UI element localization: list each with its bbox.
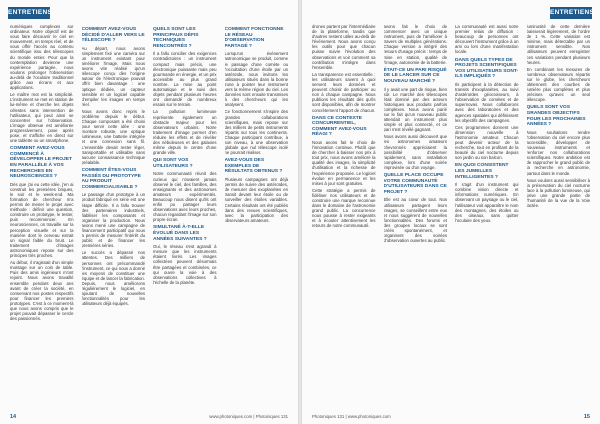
text-column (384, 24, 448, 408)
left-columns (10, 24, 288, 408)
body-paragraph: drones partent par l'intermédiaire de la plateforme, tandis que d'autres restent utiles au-delà de l'événement. Nous avons conçu les outils pour que chacun puisse suivre l'évolution des observations et voir comment sa contribution s'intègre dans l'ensemble. (312, 24, 376, 70)
footer-text: www.photoniques.com | Photoniques 131 (209, 414, 288, 419)
footer-page-number: 14 (10, 414, 17, 420)
interview-question: DANS QUELS TYPES DE PROJETS SCIENTIFIQUES VOS UTILISATEURS SONT-ILS IMPLIQUÉS ? (455, 57, 519, 80)
page-footer (312, 414, 590, 420)
body-paragraph: Le maître mot est la simplicité. L'instrument se met en station de lui-même et cherche les objets célestes sans intervention de l'utilisateur, qui peut ainsi se concentrer sur l'observation. L'image obtenue est améliorée progressivement, pose après pose, et s'affiche en direct sur une tablette ou un smartphone. (10, 92, 74, 144)
body-paragraph: La communauté est aussi notre premier relais de diffusion : beaucoup de personnes ont découvert l'instrument grâce à un ami ou lors d'une manifestation locale. (455, 24, 519, 55)
body-paragraph: Lorsqu'un événement astronomique se produit, comme le passage d'une comète ou l'occultation d'une étoile par un astéroïde, nous invitons les utilisateurs situés dans la bonne zone à pointer leur instrument vers la même région du ciel. Les données sont ensuite transmises à des chercheurs qui les analysent. (224, 51, 288, 108)
body-paragraph: Le passage d'un prototype à un produit fabriqué en série est une étape difficile. Il a fallu trouver des partenaires industriels, fiabiliser les composants et organiser la production. Nous avons mené une campagne de financement participatif qui nous a permis de mesurer l'intérêt du public et de financer les premières séries. (81, 192, 145, 249)
body-paragraph: Nous avons donc repris le problème depuis le début. Chaque composant a été choisi pour servir cette idée : une monture robuste, une optique lumineuse, une batterie intégrée et une connexion sans fil. L'ensemble devait rester léger, transportable et utilisable sans aucune connaissance technique préalable. (81, 108, 145, 165)
body-paragraph: Plusieurs campagnes ont déjà permis de suivre des astéroïdes, de mesurer des exoplanètes en transit devant leur étoile ou de surveiller des étoiles variables. Certains résultats ont été publiés dans des revues scientifiques, avec la participation des observateurs amateurs. (224, 177, 288, 223)
body-paragraph: Ce fonctionnement s'inspire des grandes collaborations scientifiques, mais repose sur des milliers de petits instruments répartis sur tous les continents. Chaque participant contribue, à son niveau, à une observation globale que nul télescope isolé ne pourrait réaliser. (224, 109, 288, 156)
body-paragraph: Nous voulons aussi sensibiliser à la préservation du ciel nocturne face à la pollution lumineuse, qui prive une grande partie de l'humanité de la vue de la Voie lactée. (526, 177, 590, 209)
body-paragraph: Cette stratégie a permis de fidéliser nos utilisateurs et de construire une marque reconnue dans le domaine de l'astronomie grand public. La concurrence nous pousse à rester exigeants et à écouter attentivement les retours de notre communauté. (312, 187, 376, 229)
body-paragraph: Au début, il s'agissait d'un simple montage sur un coin de table. Puis des amis ingénieurs m'ont rejoint. Nous avons travaillé ensemble pendant deux ans avant de créer la société, en conservant nos postes respectifs pour financer les premiers prototypes. C'est à ce moment-là que nous avons compris que le projet pouvait dépasser le cercle des passionnés. (10, 260, 74, 322)
body-paragraph: Elle est au cœur de tout. Nos utilisateurs partagent leurs images, se conseillent entre eux et nous suggèrent de nouvelles fonctionnalités. Des forums et des groupes locaux se sont créés spontanément, et organisent des soirées d'observation ouvertes au public. (383, 197, 447, 244)
body-paragraph: Dès que j'ai eu cette idée, j'en ai construit les premières briques, le soir et le week-end. Ma formation de chercheur m'a permis de mener le projet avec méthode : définir une question, construire un prototype, le tester, puis recommencer. En neurosciences, on travaille sur la perception visuelle et sur la manière dont le cerveau extrait un signal faible du bruit. Le traitement d'images astronomiques repose sur des principes très proches. (10, 181, 74, 259)
right-page (302, 0, 600, 424)
body-paragraph: Nous souhaitons rendre l'observation du ciel encore plus accessible, développer de nouveaux instruments et renforcer nos collaborations scientifiques. Notre ambition est de rapprocher le grand public de la recherche en astronomie, partout dans le monde. (526, 129, 590, 176)
interview-question: COMMENT AVEZ-VOUS DÉCIDÉ D'ALLER VERS LE TÉLESCOPE ? (81, 27, 145, 44)
text-column (527, 24, 591, 408)
interview-question: SIMULTANÉ À-T-ELLE ÉVOLUÉ DANS LES ANNÉES SUIVANTES ? (153, 225, 207, 242)
body-paragraph: Nous avons fait le choix de l'innovation continue. Plutôt que de chercher à baisser nos prix à tout prix, nous avons amélioré la qualité des images, la simplicité d'utilisation et la richesse de l'expérience proposée. Le logiciel évolue en permanence et les mises à jour sont gratuites. (312, 139, 376, 186)
body-paragraph: Au départ, nous avons simplement fixé une caméra sur un instrument existant pour améliorer l'image. Mais nous avons vite réalisé qu'un télescope conçu dès l'origine autour de l'électronique pouvait offrir bien davantage : une optique dédiée, un capteur sensible et un logiciel capable d'empiler les images en temps réel. (81, 45, 145, 107)
text-column (10, 24, 74, 408)
footer-page-number: 15 (583, 414, 590, 420)
interview-question: QUELLE PLACE OCCUPE VOTRE COMMUNAUTÉ D'UTILISATEURS DANS CE PROJET ? (383, 173, 447, 195)
body-paragraph: Il a fallu concilier des exigences contradictoires : un instrument compact mais précis, une électronique puissante mais peu gourmande en énergie, et un prix accessible au plus grand nombre. La mise au point automatique et le suivi des objets pendant plusieurs heures ont demandé de nombreux essais sur le terrain. (153, 51, 217, 108)
page-footer (10, 414, 288, 420)
body-paragraph: Le succès a dépassé nos attentes. Des milliers de personnes ont précommandé l'instrument, ce qui nous a donné les moyens de constituer une équipe et de lancer la fabrication. Depuis, nous améliorons régulièrement le logiciel, en ajoutant de nouvelles fonctionnalités pour les utilisateurs déjà équipés. (81, 250, 145, 307)
section-rubric: ENTRETIENS (8, 7, 50, 19)
interview-question: ÉTAIT-CE UN PARI RISQUÉ DE LE LANCER SUR CE NOUVEAU MARCHÉ ? (383, 67, 447, 84)
body-paragraph: La pollution lumineuse représente également un obstacle majeur pour les observateurs urbains. Notre traitement d'image permet d'en réduire les effets et de révéler des nébuleuses et des galaxies même depuis le centre d'une grande ville. (153, 109, 217, 156)
interview-question: EN QUOI CONSISTENT LES JUMELLES INTELLIGENTES ? (455, 163, 509, 180)
section-rubric: ENTRETIENS (550, 7, 592, 19)
interview-question: COMMENT FONCTIONNE LE RÉSEAU D'OBSERVATION PARTAGÉ ? (224, 27, 284, 49)
body-paragraph: Ils participent à la détection de transits d'exoplanètes, au suivi d'astéroïdes géocroiseurs, à l'observation de comètes et de supernovas. Nous collaborons avec des laboratoires et des agences spatiales qui définissent les objectifs des campagnes. (455, 81, 519, 123)
body-paragraph: La transparence est essentielle : les utilisateurs savent à quoi servent leurs données et peuvent choisir de participer ou non à chaque campagne. Nous publions les résultats dès qu'ils sont disponibles, afin de montrer concrètement l'apport de chacun. (312, 71, 376, 113)
body-paragraph: Il y avait une part de risque, bien sûr. Le marché des télescopes était dominé par des acteurs historiques aux produits parfois complexes. Nous avons parié sur le fait qu'un nouveau public attendait un instrument plus simple et plus connecté, et ce pari s'est révélé gagnant. (383, 86, 447, 133)
body-paragraph: numériques complexes sur ordinateur. Notre objectif est de vous faire découvrir le ciel en mouvement, en temps réel, et de vous offrir l'accès au contenu scientifique issu des télescopes du monde entier. Pour que la contemplation devienne une expérience partagée, nous voulons prolonger l'observation au-delà de l'oculaire traditionnel grâce aux écrans et aux applications. (10, 24, 74, 91)
body-paragraph: En combinant les mesures de nombreux observateurs répartis sur le globe, les chercheurs obtiennent des courbes de lumière plus complètes et plus précises qu'avec un seul télescope. (526, 66, 590, 103)
interview-question: AVEZ-VOUS DES EXEMPLES DE RÉSULTATS OBTENUS ? (224, 158, 283, 175)
footer-text: Photoniques 131 | www.photoniques.com (312, 414, 391, 419)
text-column (455, 24, 519, 408)
interview-question: QUI SONT VOS UTILISATEURS ? (153, 158, 193, 169)
body-paragraph: Notre communauté réunit des curieux qui n'avaient jamais observé le ciel, des familles, des enseignants et des astronomes amateurs expérimentés. Beaucoup nous disent qu'ils ont enfin pu partager leurs observations avec leurs proches, chacun regardant l'image sur son propre écran. (153, 171, 217, 223)
text-column (312, 24, 376, 408)
text-column (153, 24, 217, 408)
interview-question: DANS CE CONTEXTE CONCURRENTIEL, COMMENT AVEZ-VOUS RÉAGI ? (312, 115, 367, 138)
body-paragraph: Oui, le réseau s'est agrandi à mesure que les instruments étaient livrés. Les images collectées peuvent désormais être partagées et combinées, ce qui ouvre la voie à des observations collectives à l'échelle de la planète. (153, 244, 217, 285)
text-column (225, 24, 289, 408)
left-page (0, 0, 298, 424)
body-paragraph: Nous avons aussi découvert que les astronomes amateurs chevronnés appréciaient la possibilité d'observer rapidement, sans installation complexe, lors d'une soirée improvisée ou d'un voyage. (383, 134, 447, 170)
body-paragraph: Il s'agit d'un instrument qui combine vision directe et informations numériques. En observant un paysage ou le ciel, l'utilisateur voit apparaître le nom des montagnes, des étoiles ou des oiseaux, sans quitter l'oculaire des yeux. (455, 182, 519, 223)
body-paragraph: Ces programmes donnent une dimension nouvelle à l'astronomie amateur. Chacun peut devenir acteur de la recherche, tout en profitant de la beauté du ciel nocturne depuis son jardin ou son balcon. (455, 124, 519, 161)
right-columns (312, 24, 590, 408)
interview-question: COMMENT AVEZ-VOUS COMMENCÉ À DÉVELOPPER LE PROJET EN PARALLÈLE À VOS RECHERCHES EN NEUROSCIENCES ? (10, 146, 72, 180)
interview-question: QUELS SONT VOS GRANDES OBJECTIFS POUR LES PROCHAINES ANNÉES ? (526, 105, 586, 128)
interview-question: QUELS SONT LES PRINCIPAUX DÉFIS TECHNIQUES RENCONTRÉS ? (153, 27, 199, 49)
text-column (82, 24, 146, 408)
body-paragraph: avons fait le choix de commencer avec un unique instrument, puis de l'améliorer à travers de multiples générations. Chaque version a intégré des retours d'usage précis : temps de mise en station, qualité de l'image, autonomie de la batterie. (383, 24, 447, 65)
body-paragraph: luminosité de cette dernière baisserait légèrement, de l'ordre de 1 %. Cette variation est minime, mais détectable par un instrument sensible. Nos utilisateurs peuvent enregistrer ces variations pendant plusieurs heures. (526, 24, 590, 65)
interview-question: COMMENT ÊTES-VOUS PASSÉS DU PROTOTYPE AU PRODUIT COMMERCIALISABLE ? (81, 167, 141, 190)
